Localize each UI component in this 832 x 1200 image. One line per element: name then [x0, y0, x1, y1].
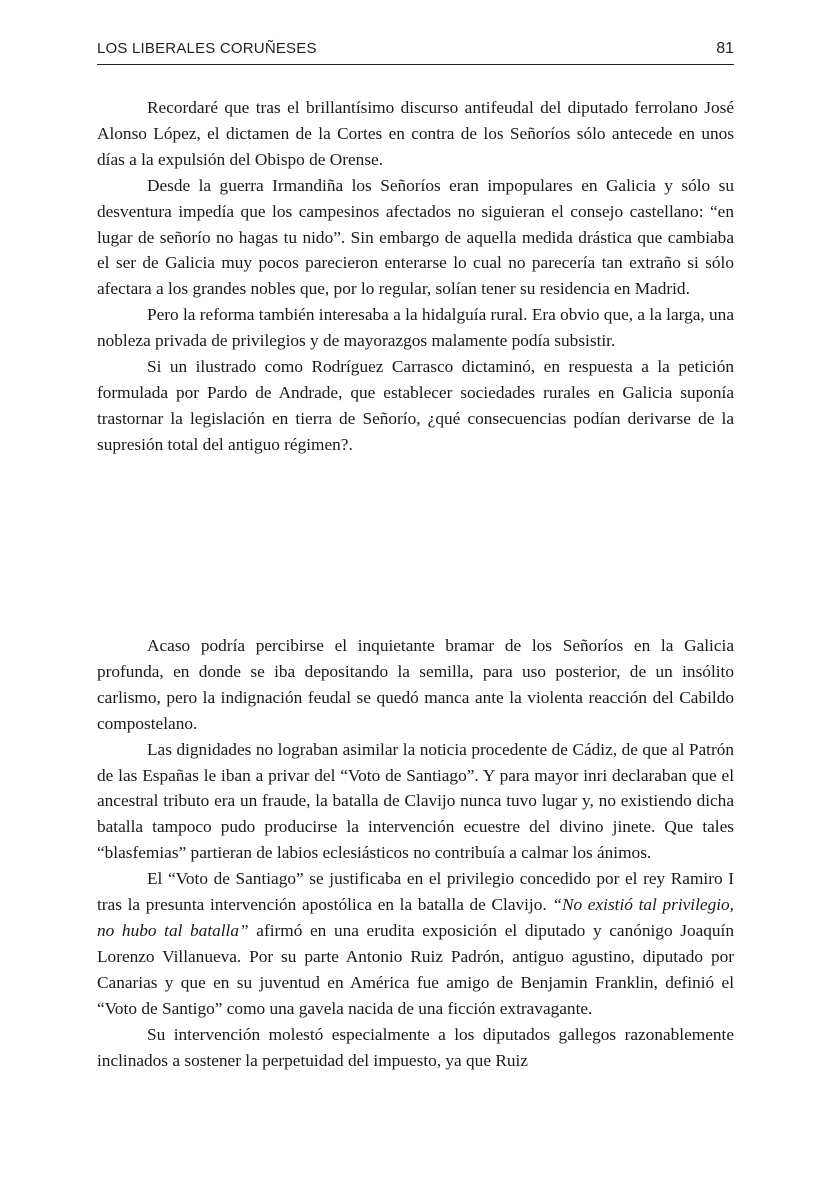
text-block-bottom — [97, 633, 734, 1073]
page-header — [97, 36, 734, 65]
paragraph: Las dignidades no lograban asimilar la noticia procedente de Cádiz, de que al Patrón de las Españas le iban a privar del “Voto de Santiago”. Y para mayor inri declaraban que el ancestral tributo era un fraude, la batalla de Clavijo nunca tuvo lugar y, no existiendo dicha batalla tampoco pudo producirse la intervención ecuestre del divino jinete. Que tales “blasfemias” partieran de labios eclesiásticos no contribuía a calmar los ánimos. — [97, 739, 734, 863]
paragraph — [97, 866, 734, 1021]
paragraph: Su intervención molestó especialmente a los diputados gallegos razonablemente inclinados a sostener la perpetuidad del impuesto, ya que Ruiz — [97, 1024, 734, 1070]
paragraph-text: afirmó en una erudita exposición el diputado y canónigo Joaquín Lorenzo Villanueva. Por su parte Antonio Ruiz Padrón, antiguo agustino, diputado por Canarias y que en su juventud en América fue amigo de Benjamin Franklin, definió el “Voto de Santigo” como una gavela nacida de una ficción extravagante. — [97, 920, 734, 1018]
italic-quote: “No existió tal privilegio, no hubo tal batalla” — [97, 895, 734, 940]
page-number: 81 — [716, 40, 734, 57]
paragraph: Recordaré que tras el brillantísimo discurso antifeudal del diputado ferrolano José Alonso López, el dictamen de la Cortes en contra de los Señoríos sólo antecede en unos días a la expulsión del Obispo de Orense. — [97, 98, 734, 169]
paragraph: Desde la guerra Irmandiña los Señoríos eran impopulares en Galicia y sólo su desventura impedía que los campesinos afectados no siguieran el consejo castellano: “en lugar de señorío no hagas tu nido”. Sin embargo de aquella medida drástica que cambiaba el ser de Galicia muy pocos parecieron enterarse lo cual no parecería tan extraño si sólo afectara a los grandes nobles que, por lo regular, solían tener su residencia en Madrid. — [97, 175, 734, 299]
paragraph: Pero la reforma también interesaba a la hidalguía rural. Era obvio que, a la larga, una nobleza privada de privilegios y de mayorazgos malamente podía subsistir. — [97, 305, 734, 351]
paragraph: Si un ilustrado como Rodríguez Carrasco dictaminó, en respuesta a la petición formulada por Pardo de Andrade, que establecer sociedades rurales en Galicia suponía trastornar la legislación en tierra de Señorío, ¿qué consecuencias podían derivarse de la supresión total del antiguo régimen?. — [97, 357, 734, 454]
running-head: LOS LIBERALES CORUÑESES — [97, 40, 317, 57]
text-block-top — [97, 95, 734, 458]
paragraph-text: El “Voto de Santiago” se justificaba en el privilegio concedido por el rey Ramiro I tras la presunta intervención apostólica en la batalla de Clavijo. — [97, 869, 734, 915]
paragraph: Acaso podría percibirse el inquietante bramar de los Señoríos en la Galicia profunda, en donde se iba depositando la semilla, para uso posterior, de un insólito carlismo, pero la indignación feudal se quedó manca ante la violenta reacción del Cabildo compostelano. — [97, 636, 734, 733]
